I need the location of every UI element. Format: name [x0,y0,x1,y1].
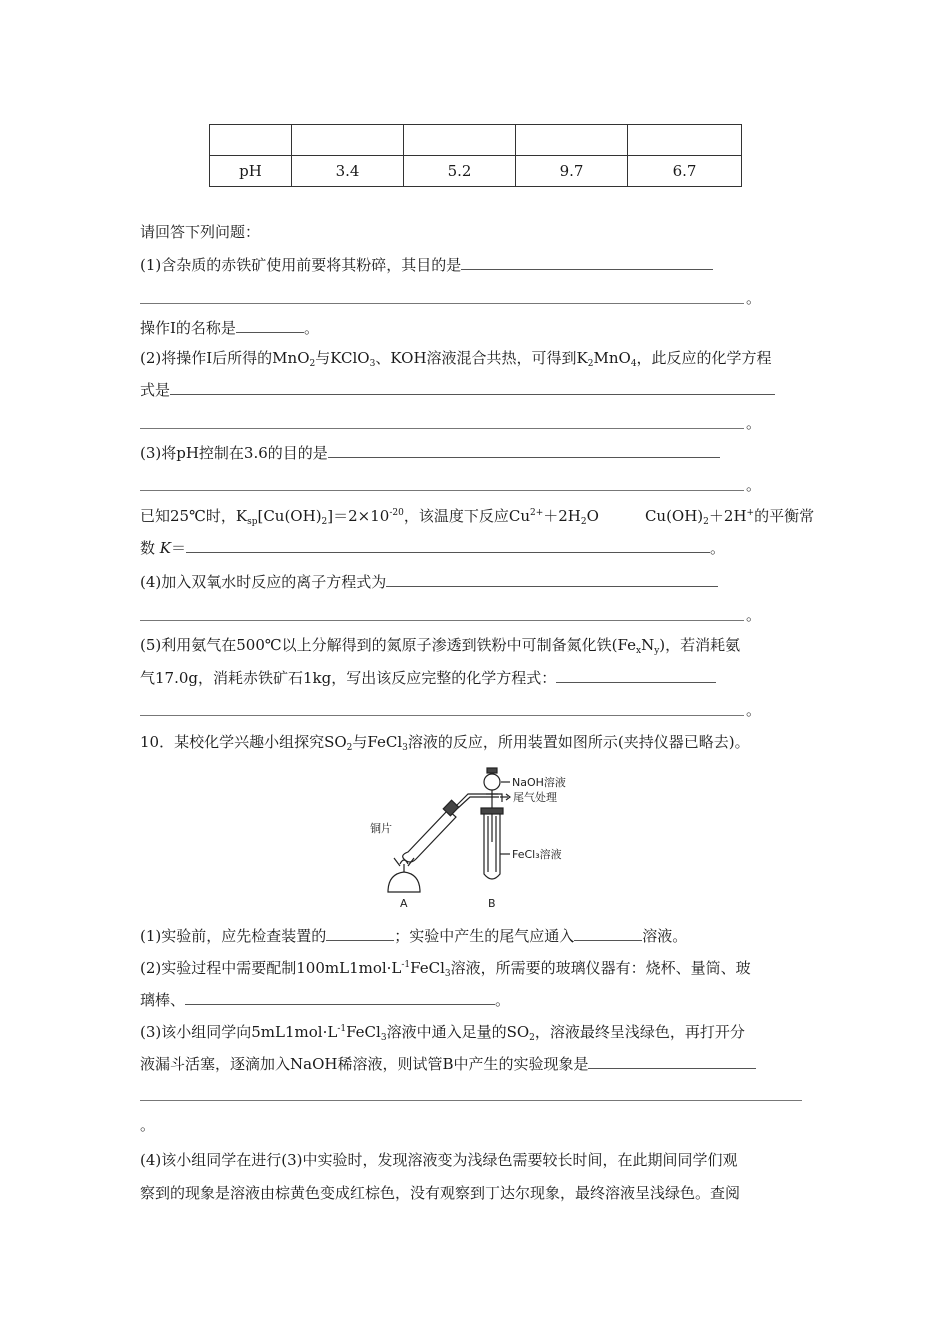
answer-line[interactable] [140,303,744,304]
subscript: 2 [703,517,709,527]
question-5-line [140,635,740,655]
answer-line[interactable] [140,620,744,621]
table-cell [516,125,628,156]
question-5b-line [140,668,716,688]
period: 。 [495,991,511,1009]
answer-blank[interactable] [326,926,394,941]
answer-line[interactable] [140,490,744,491]
question-4-line [140,572,718,592]
period: 。 [710,539,726,557]
period: 。 [746,289,762,307]
question-text: (4)该小组同学在进行(3)中实验时，发现溶液变为浅绿色需要较长时间，在此期间同学们观 [140,1151,738,1169]
question-text: 溶液的反应，所用装置如图所示(夹持仪器已略去)。 [407,733,750,751]
question-text: 与FeCl [352,733,403,751]
answer-blank[interactable] [461,255,713,270]
label-b: B [488,897,496,910]
part-2-line [140,958,751,978]
part-4b-line [140,1183,740,1203]
part-3b-line [140,1054,756,1074]
subscript: 2 [587,359,594,369]
question-text: 溶液，所需要的玻璃仪器有：烧杯、量筒、玻 [450,959,751,977]
part-1-line [140,926,687,946]
question-text: 液漏斗活塞，逐滴加入NaOH稀溶液，则试管B中产生的实验现象是 [140,1055,589,1073]
question-text: 10．某校化学兴趣小组探究SO [140,733,347,751]
table-cell [292,125,404,156]
subscript: 4 [630,359,637,369]
question-text: )，若消耗氨 [659,636,741,654]
answer-line[interactable] [140,428,744,429]
subscript: 2 [580,517,587,527]
answer-blank[interactable] [556,668,716,683]
part-3-line [140,1022,745,1042]
question-text: 、KOH溶液混合共热，可得到K [375,349,588,367]
question-text: (2)将操作Ⅰ后所得的MnO [140,349,310,367]
answer-blank[interactable] [185,990,495,1005]
label-naoh: NaOH溶液 [512,776,566,789]
question-1-line [140,255,713,275]
subscript: 2 [346,743,353,753]
period: 。 [746,476,762,494]
subscript: 2 [321,517,328,527]
period: 。 [746,414,762,432]
answer-blank[interactable] [574,926,642,941]
subscript: 2 [529,1033,535,1043]
question-text: FeCl [346,1023,381,1041]
question-text: (3)该小组同学向5mL1mol·L [140,1023,338,1041]
subscript: 3 [402,743,408,753]
part-4-line [140,1150,738,1170]
question-text: O [586,507,599,525]
answer-blank[interactable] [170,380,775,395]
question-text: FeCl [410,959,445,977]
question-text: (2)实验过程中需要配制100mL1mol·L [140,959,402,977]
italic-symbol: K [159,539,172,557]
question-text: 的平衡常 [754,507,815,525]
answer-blank[interactable] [588,1054,756,1069]
question-text: 察到的现象是溶液由棕黄色变成红棕色，没有观察到丁达尔现象，最终溶液呈浅绿色。查阅 [140,1184,741,1202]
table-cell [210,125,292,156]
answer-blank[interactable] [328,443,720,458]
question-text: Cu(OH) [644,507,704,525]
question-text: (1)含杂质的赤铁矿使用前要将其粉碎，其目的是 [140,256,462,274]
question-text: ，溶液最终呈浅绿色，再打开分 [534,1023,745,1041]
superscript: 2+ [529,508,544,518]
period: 。 [746,701,762,719]
table-cell: 5.2 [404,156,516,187]
question-text: 已知25℃时，K [140,507,248,525]
question-text: ＋2H [543,507,581,525]
part-2b-line [140,990,510,1010]
table-cell: pH [210,156,292,187]
subscript: 2 [309,359,316,369]
table-cell: 3.4 [292,156,404,187]
superscript: -1 [401,960,411,970]
question-text: 溶液。 [642,927,688,945]
answer-blank[interactable] [236,318,304,333]
question-text: MnO [593,349,631,367]
answer-line[interactable] [140,1100,802,1101]
question-text: ＝ [171,539,187,557]
question-text: (1)实验前，应先检查装置的 [140,927,327,945]
question-text: 璃棒、 [140,991,186,1009]
question-text: (4)加入双氧水时反应的离子方程式为 [140,573,387,591]
question-text: 操作Ⅰ的名称是 [140,319,236,337]
subscript: 3 [444,969,451,979]
question-2b-line [140,380,775,400]
table-row [210,125,742,156]
question-3-line [140,443,720,463]
alcohol-lamp [388,858,420,892]
label-copper: 铜片 [370,822,392,835]
label-fecl3: FeCl₃溶液 [512,848,562,861]
label-tail-gas: 尾气处理 [513,791,557,804]
answer-blank[interactable] [386,572,718,587]
question-text: (3)将pH控制在3.6的目的是 [140,444,328,462]
table-cell [404,125,516,156]
question-text: 溶液中通入足量的SO [386,1023,530,1041]
question-text: [Cu(OH) [257,507,322,525]
intro-text: 请回答下列问题： [140,223,261,241]
question-text: (5)利用氨气在500℃以上分解得到的氮原子渗透到铁粉中可制备氮化铁(Fe [140,636,636,654]
period: 。 [140,1116,156,1134]
period: 。 [746,606,762,624]
question-text: ，该温度下反应Cu [403,507,530,525]
label-a: A [400,897,408,910]
superscript: -20 [389,508,404,518]
superscript: -1 [337,1024,347,1034]
question-text: 气17.0g，消耗赤铁矿石1kg，写出该反应完整的化学方程式： [140,669,557,687]
subscript: y [654,646,660,656]
answer-blank[interactable] [186,538,710,553]
table-cell: 9.7 [516,156,628,187]
test-tube-b [481,794,510,879]
subscript: 3 [369,359,376,369]
apparatus-diagram [360,762,600,912]
question-text: 与KClO [315,349,370,367]
period: 。 [303,319,319,337]
question-3c-line [140,538,725,558]
question-text: ]＝2×10 [327,507,390,525]
subscript: x [635,646,642,656]
test-tube-a [403,800,459,862]
table-cell [628,125,742,156]
question-text: N [641,636,655,654]
question-3b-line [140,506,814,526]
superscript: + [746,508,755,518]
table-cell: 6.7 [628,156,742,187]
question-text: ＋2H [708,507,747,525]
answer-line[interactable] [140,715,744,716]
question-text: 式是 [140,381,171,399]
question-1b-line [140,318,319,338]
subscript: 3 [380,1033,387,1043]
question-10-line [140,732,750,752]
question-2-line [140,348,772,368]
subscript: sp [247,517,258,527]
table-row [210,156,742,187]
question-text: ，此反应的化学方程 [636,349,772,367]
ph-table [209,124,742,187]
question-text: 数 [140,539,156,557]
question-text: ；实验中产生的尾气应通入 [394,927,575,945]
